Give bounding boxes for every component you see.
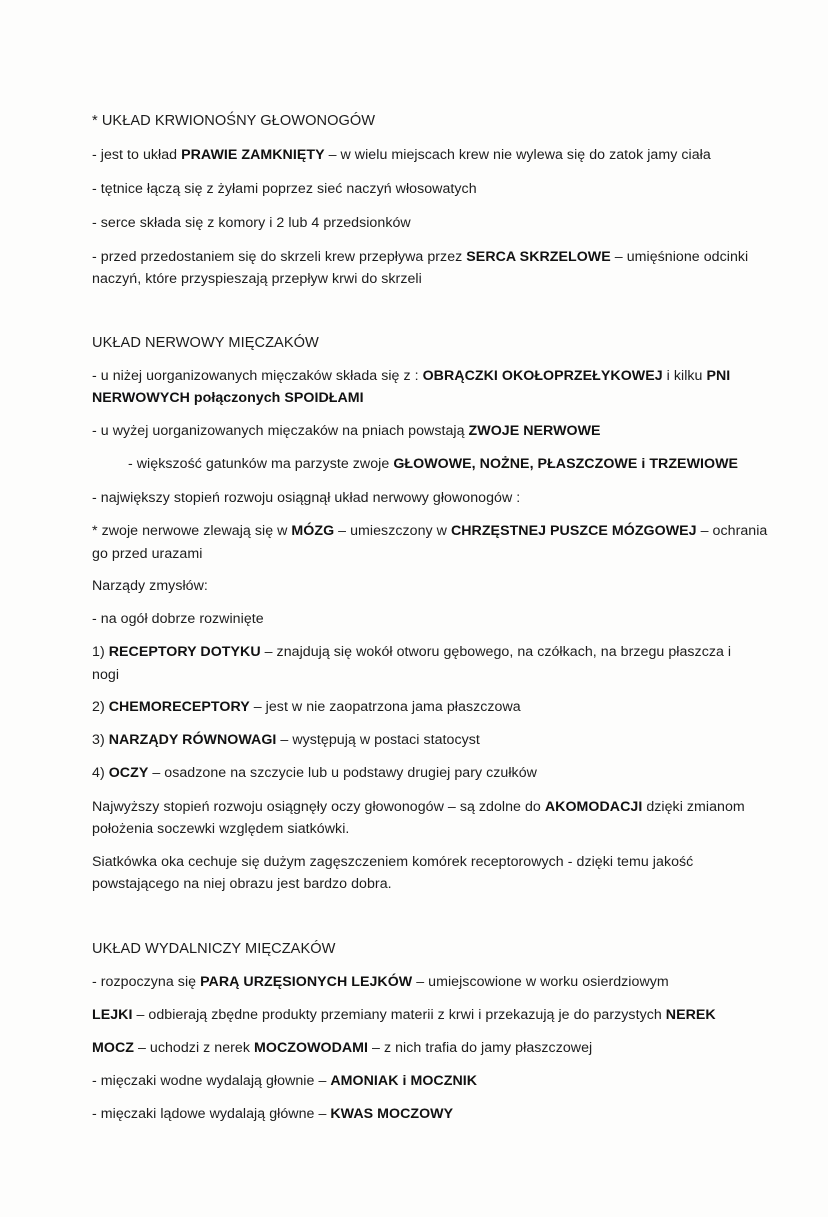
- text: – występują w postaci statocyst: [276, 732, 480, 748]
- nervous-line-8: Narządy zmysłów:: [92, 578, 208, 594]
- nervous-line-11: nogi: [92, 667, 120, 683]
- text: 4): [92, 765, 109, 781]
- excretory-line-5: [92, 1105, 453, 1123]
- nervous-line-4: [128, 455, 738, 473]
- bold-term: MOCZ: [92, 1040, 134, 1056]
- text: - u wyżej uorganizowanych mięczaków na pniach powstają: [92, 423, 469, 439]
- text: - mięczaki lądowe wydalają główne –: [92, 1106, 331, 1122]
- text: * zwoje nerwowe zlewają się w: [92, 523, 292, 539]
- circulatory-line-3: - serce składa się z komory i 2 lub 4 przedsionków: [92, 215, 411, 231]
- circulatory-line-4: [92, 248, 748, 266]
- nervous-line-5: - największy stopień rozwoju osiągnął układ nerwowy głowonogów :: [92, 490, 521, 506]
- text: dzięki zmianom: [642, 799, 745, 815]
- text: 1): [92, 644, 109, 660]
- nervous-line-1: [92, 367, 730, 385]
- heading-nervous-system: UKŁAD NERWOWY MIĘCZAKÓW: [92, 335, 319, 351]
- bold-term: CHRZĘSTNEJ PUSZCE MÓZGOWEJ: [450, 523, 697, 539]
- circulatory-line-1: [92, 146, 711, 164]
- excretory-line-1: [92, 973, 669, 991]
- nervous-line-14: [92, 764, 537, 782]
- text: - jest to układ: [92, 147, 182, 163]
- bold-term: OBRĄCZKI OKOŁOPRZEŁYKOWEJ: [422, 368, 663, 384]
- bold-term: GŁOWOWE, NOŻNE, PŁASZCZOWE i TRZEWIOWE: [393, 456, 739, 472]
- heading-excretory-system: UKŁAD WYDALNICZY MIĘCZAKÓW: [92, 941, 336, 957]
- text: – umiejscowione w worku osierdziowym: [412, 974, 669, 990]
- circulatory-line-5: naczyń, które przyspieszają przepływ krwi do skrzeli: [92, 271, 422, 287]
- bold-term: LEJKI: [92, 1007, 133, 1023]
- bold-term: OCZY: [108, 765, 149, 781]
- text: - u niżej uorganizowanych mięczaków składa się z :: [92, 368, 423, 384]
- excretory-line-2: [92, 1006, 716, 1024]
- text: – w wielu miejscach krew nie wylewa się do zatok jamy ciała: [324, 147, 711, 163]
- nervous-line-18: powstającego na niej obrazu jest bardzo dobra.: [92, 876, 392, 892]
- text: - większość gatunków ma parzyste zwoje: [128, 456, 394, 472]
- text: i kilku: [662, 368, 707, 384]
- text: Najwyższy stopień rozwoju osiągnęły oczy głowonogów – są zdolne do: [92, 799, 545, 815]
- bold-term: ZWOJE NERWOWE: [468, 423, 601, 439]
- bold-term: AKOMODACJI: [544, 799, 643, 815]
- bold-term: MOCZOWODAMI: [254, 1040, 369, 1056]
- bold-term: SERCA SKRZELOWE: [466, 249, 611, 265]
- text: – umieszczony w: [334, 523, 451, 539]
- excretory-line-4: [92, 1072, 477, 1090]
- nervous-line-16: położenia soczewki względem siatkówki.: [92, 821, 350, 837]
- nervous-line-13: [92, 731, 480, 749]
- nervous-line-9: - na ogół dobrze rozwinięte: [92, 611, 264, 627]
- bold-term: RECEPTORY DOTYKU: [108, 644, 261, 660]
- nervous-line-7: go przed urazami: [92, 546, 203, 562]
- bold-term: AMONIAK i MOCZNIK: [330, 1073, 478, 1089]
- bold-term: PRAWIE ZAMKNIĘTY: [181, 147, 325, 163]
- excretory-line-3: [92, 1039, 592, 1057]
- bold-term: PARĄ URZĘSIONYCH LEJKÓW: [200, 974, 413, 990]
- text: – z nich trafia do jamy płaszczowej: [368, 1040, 593, 1056]
- bold-term: CHEMORECEPTORY: [108, 699, 250, 715]
- text: – uchodzi z nerek: [133, 1040, 255, 1056]
- bold-term: MÓZG: [291, 523, 335, 539]
- circulatory-line-2: - tętnice łączą się z żyłami poprzez sieć naczyń włosowatych: [92, 181, 477, 197]
- text: 3): [92, 732, 109, 748]
- text: – umięśnione odcinki: [610, 249, 749, 265]
- text: - mięczaki wodne wydalają głownie –: [92, 1073, 331, 1089]
- bold-term: NEREK: [665, 1007, 716, 1023]
- text: - przed przedostaniem się do skrzeli krew przepływa przez: [92, 249, 467, 265]
- bold-term: NERWOWYCH połączonych SPOIDŁAMI: [92, 390, 364, 406]
- nervous-line-17: Siatkówka oka cechuje się dużym zagęszczeniem komórek receptorowych - dzięki temu jakość: [92, 854, 694, 870]
- nervous-line-12: [92, 698, 521, 716]
- text: – odbierają zbędne produkty przemiany materii z krwi i przekazują je do parzystych: [132, 1007, 666, 1023]
- nervous-line-6: [92, 522, 767, 540]
- nervous-line-15: [92, 798, 745, 816]
- nervous-line-2: [92, 389, 364, 407]
- text: – znajdują się wokół otworu gębowego, na czółkach, na brzegu płaszcza i: [260, 644, 732, 660]
- heading-circulatory-system: * UKŁAD KRWIONOŚNY GŁOWONOGÓW: [92, 113, 376, 129]
- bold-term: NARZĄDY RÓWNOWAGI: [108, 732, 277, 748]
- text: - rozpoczyna się: [92, 974, 201, 990]
- nervous-line-3: [92, 422, 601, 440]
- text: – jest w nie zaopatrzona jama płaszczowa: [249, 699, 521, 715]
- text: – osadzone na szczycie lub u podstawy drugiej pary czułków: [148, 765, 537, 781]
- bold-term: KWAS MOCZOWY: [330, 1106, 454, 1122]
- text: – ochrania: [696, 523, 768, 539]
- bold-term: PNI: [706, 368, 731, 384]
- nervous-line-10: [92, 643, 731, 661]
- text: 2): [92, 699, 109, 715]
